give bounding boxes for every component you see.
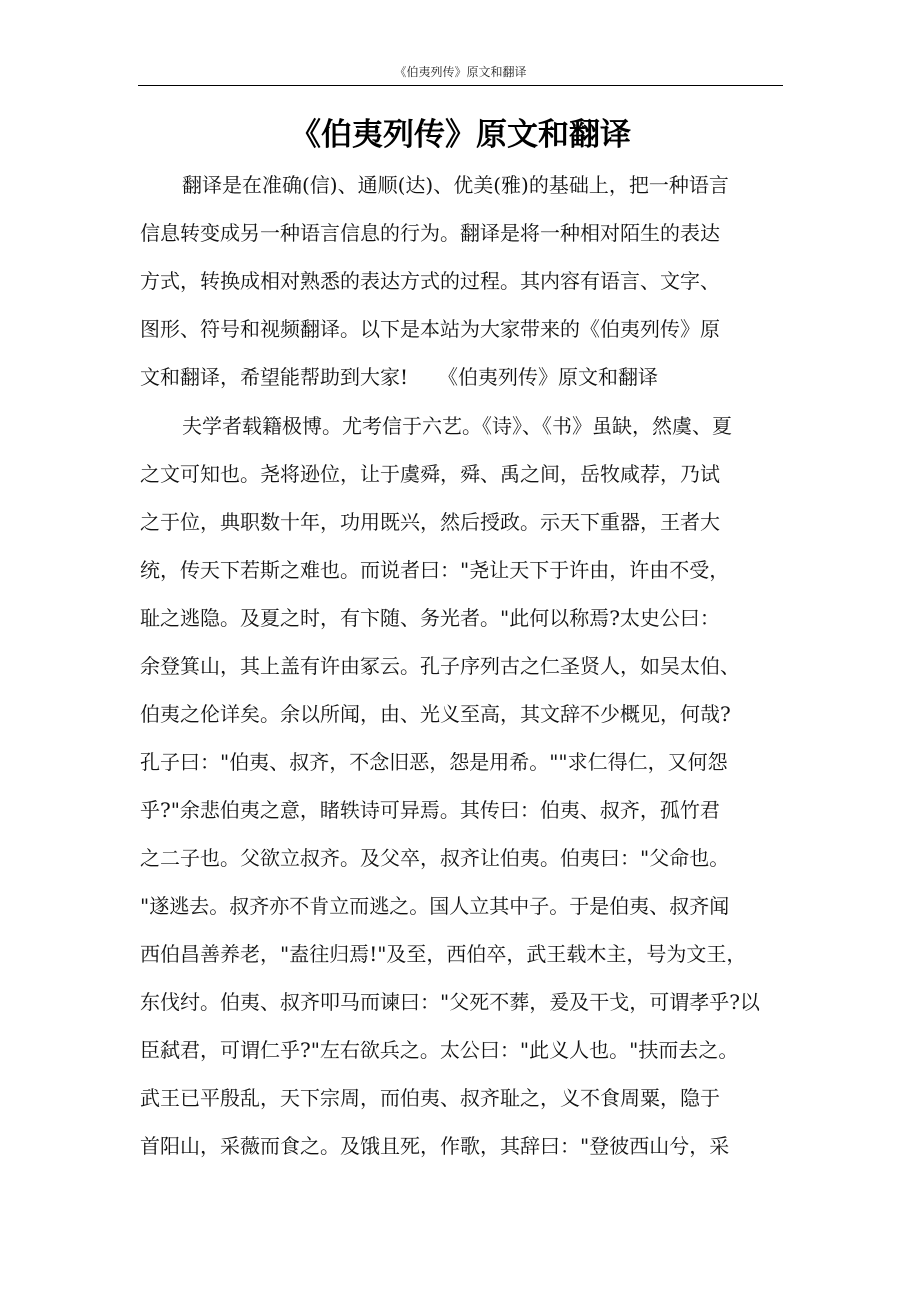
text-line: 臣弑君，可谓仁乎?"左右欲兵之。太公曰："此义人也。"扶而去之。 [140, 1038, 739, 1062]
text-line: 乎?"余悲伯夷之意，睹轶诗可异焉。其传曰：伯夷、叔齐，孤竹君 [140, 798, 720, 822]
running-header: 《伯夷列传》原文和翻译 [394, 65, 527, 79]
text-line: 耻之逃隐。及夏之时，有卞随、务光者。"此何以称焉?太史公曰： [140, 606, 720, 630]
text-line: 之二子也。父欲立叔齐。及父卒，叔齐让伯夷。伯夷曰："父命也。 [140, 846, 730, 870]
intro-paragraph [140, 161, 820, 401]
text-line: 信息转变成另一种语言信息的行为。翻译是将一种相对陌生的表达 [140, 221, 720, 245]
text-line: 方式，转换成相对熟悉的表达方式的过程。其内容有语言、文字、 [140, 269, 720, 293]
text-line: 之文可知也。尧将逊位，让于虞舜，舜、禹之间，岳牧咸荐，乃试 [140, 462, 720, 486]
text-line: "遂逃去。叔齐亦不肯立而逃之。国人立其中子。于是伯夷、叔齐闻 [140, 894, 730, 918]
text-line: 统，传天下若斯之难也。而说者曰："尧让天下于许由，许由不受， [140, 558, 730, 582]
text-line: 西伯昌善养老，"盍往归焉!"及至，西伯卒，武王载木主，号为文王， [140, 942, 747, 966]
original-text-paragraph [140, 402, 820, 1170]
text-line: 余登箕山，其上盖有许由冢云。孔子序列古之仁圣贤人，如吴太伯、 [140, 654, 740, 678]
text-line: 文和翻译，希望能帮助到大家! 《伯夷列传》原文和翻译 [140, 365, 659, 389]
text-line: 伯夷之伦详矣。余以所闻，由、光义至高，其文辞不少概见，何哉? [140, 702, 731, 726]
page-title: 《伯夷列传》原文和翻译 [290, 117, 631, 153]
text-line: 孔子曰："伯夷、叔齐，不念旧恶，怨是用希。""求仁得仁，又何怨 [140, 750, 728, 774]
text-line: 首阳山，采薇而食之。及饿且死，作歌，其辞曰："登彼西山兮，采 [140, 1134, 730, 1158]
text-line: 夫学者载籍极博。尤考信于六艺。《诗》、《书》虽缺，然虞、夏 [182, 414, 732, 438]
text-line: 翻译是在准确(信)、通顺(达)、优美(雅)的基础上，把一种语言 [182, 173, 729, 197]
text-line: 武王已平殷乱，天下宗周，而伯夷、叔齐耻之，义不食周粟，隐于 [140, 1086, 720, 1110]
header-divider [138, 85, 783, 86]
text-line: 东伐纣。伯夷、叔齐叩马而谏曰："父死不葬，爰及干戈，可谓孝乎?以 [140, 990, 760, 1014]
text-line: 之于位，典职数十年，功用既兴，然后授政。示天下重器，王者大 [140, 510, 720, 534]
text-line: 图形、符号和视频翻译。以下是本站为大家带来的《伯夷列传》原 [140, 317, 720, 341]
